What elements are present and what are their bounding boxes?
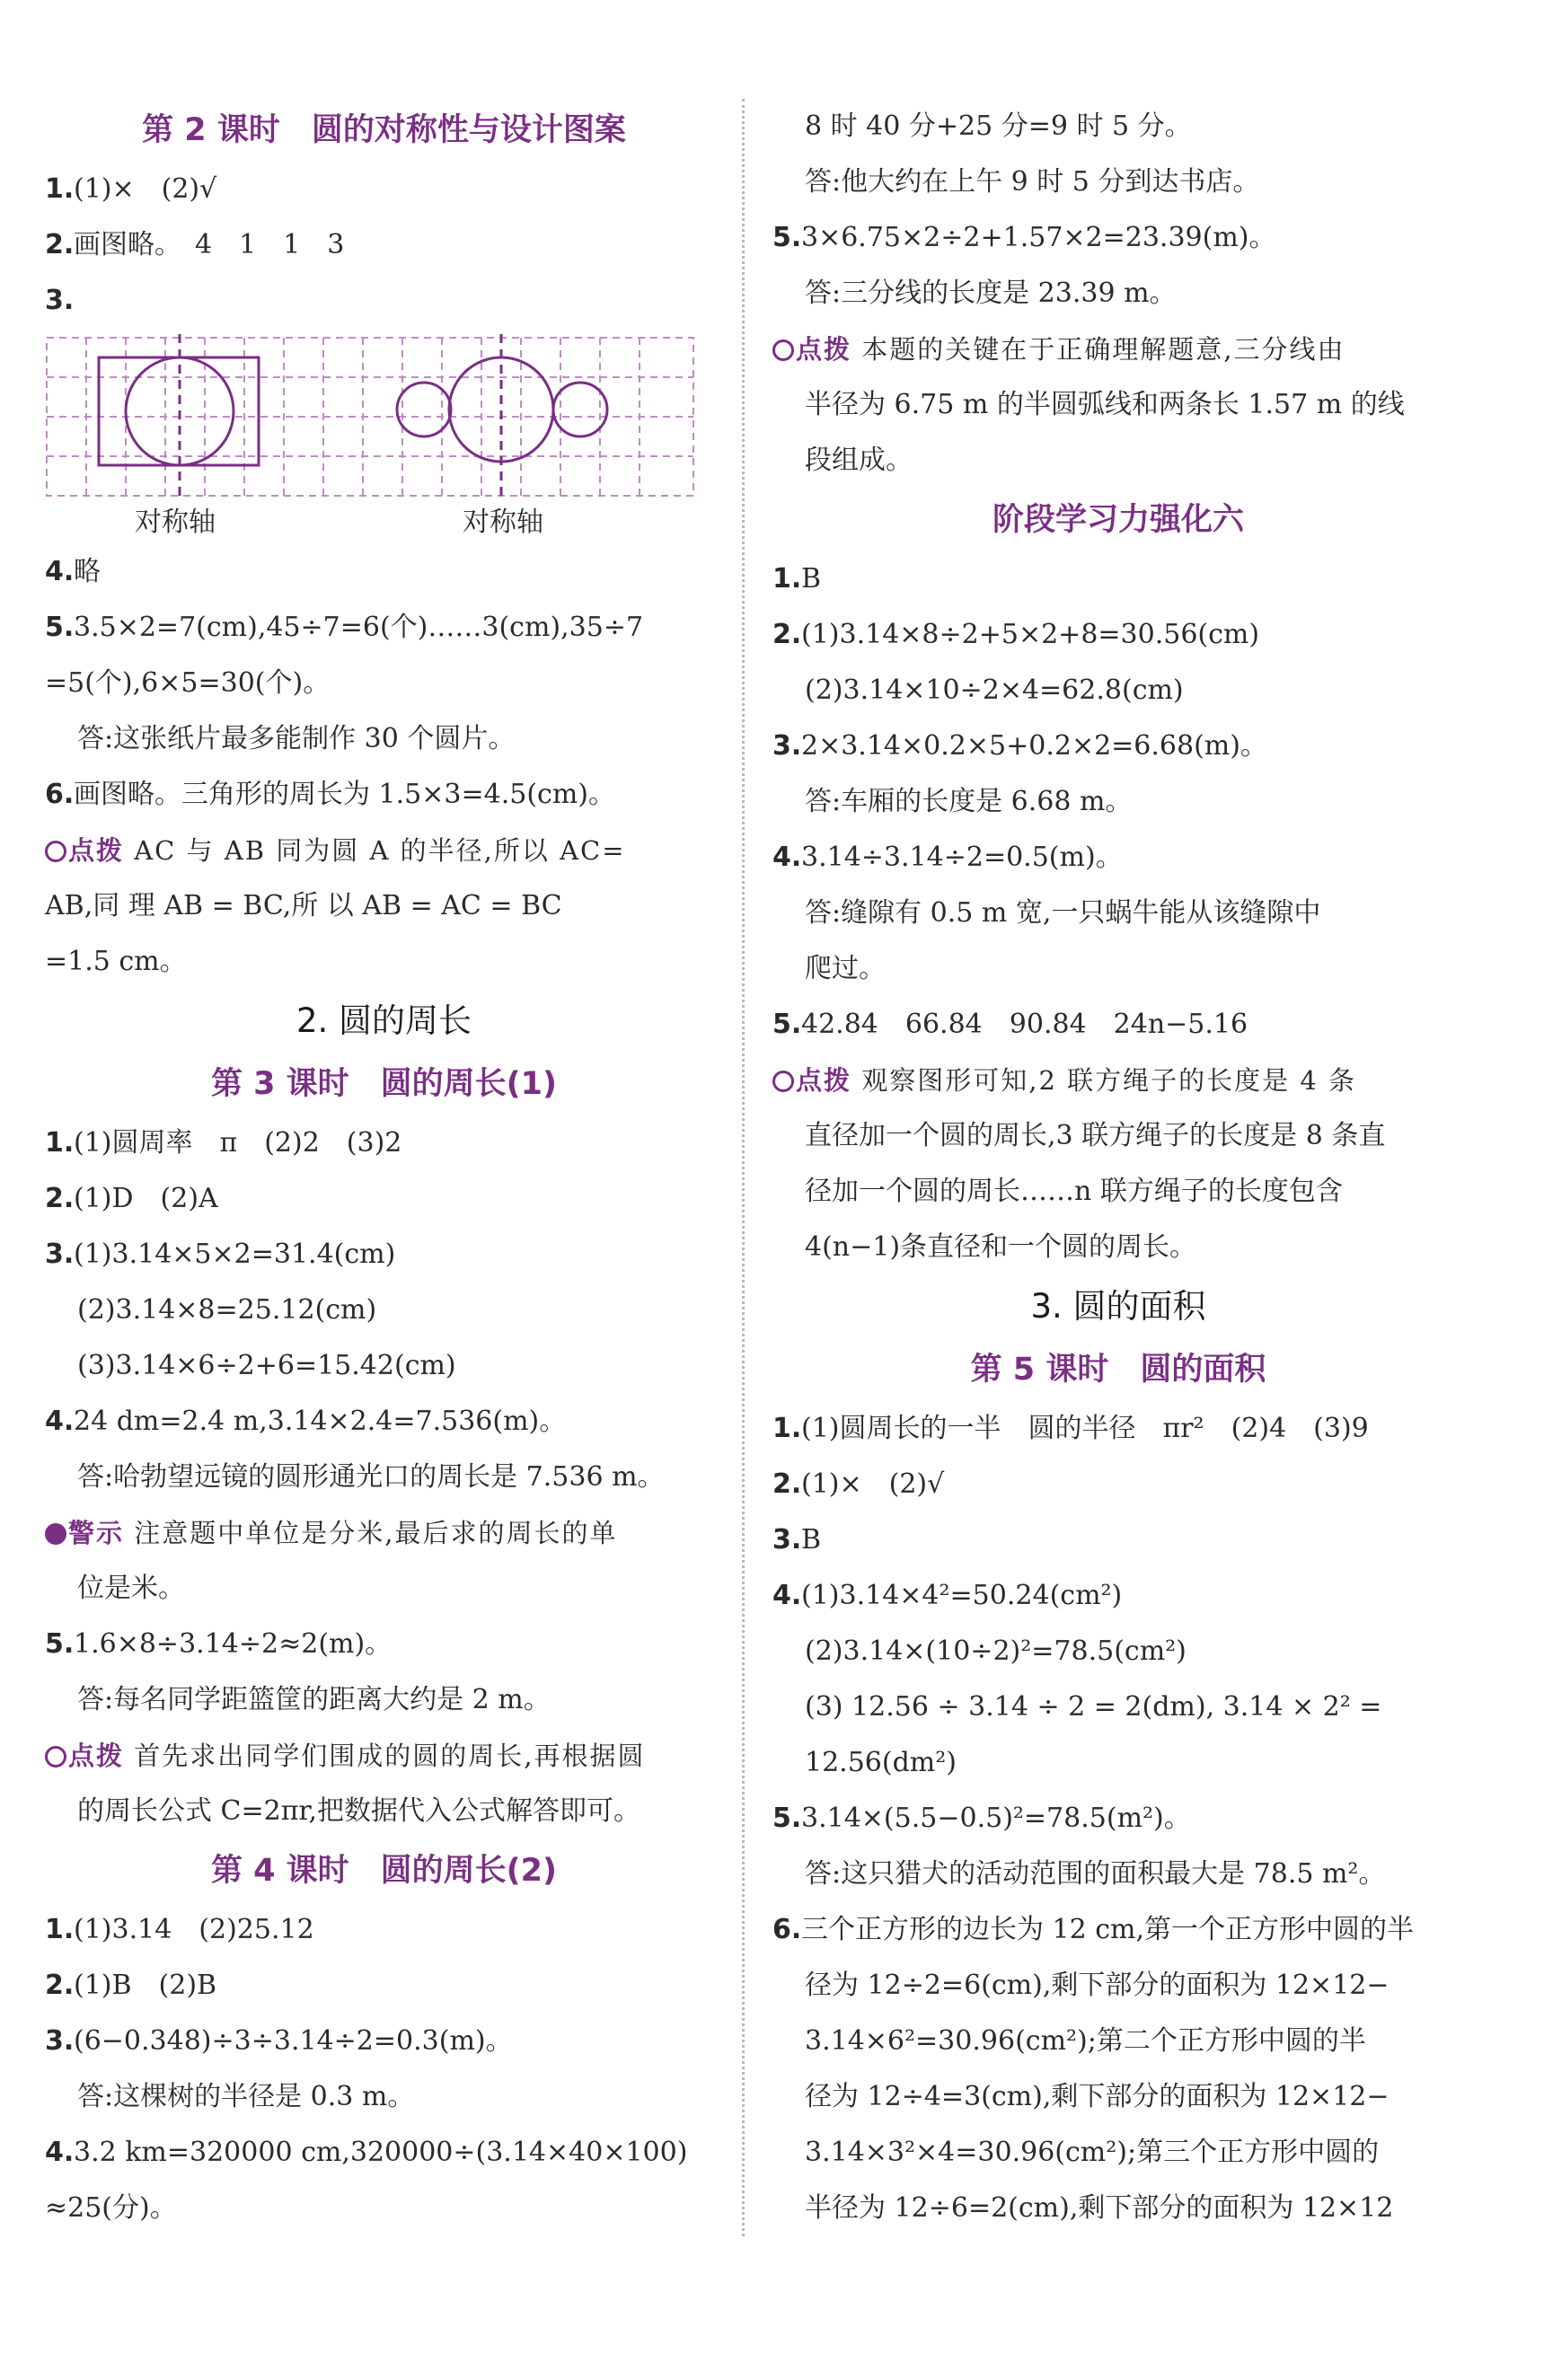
warning-tag: [45, 1518, 124, 1548]
item-text: 3.5×2=7(cm),45÷7=6(个)……3(cm),35÷7: [74, 612, 644, 643]
item-number: 4.: [772, 1580, 802, 1611]
tag-label: 点拨: [796, 1065, 852, 1096]
item-number: 3.: [45, 1238, 75, 1270]
tip-tag: [45, 1741, 124, 1771]
answer-item: [45, 1115, 723, 1171]
item-text: 3.2 km=320000 cm,320000÷(3.14×40×100): [74, 2137, 688, 2168]
answer-item: [45, 1958, 723, 2014]
answer-item: [772, 607, 1464, 663]
item-number: 5.: [772, 1009, 802, 1040]
continuation-line: 答:每名同学距篮筐的距离大约是 2 m。: [77, 1684, 551, 1715]
answer-item: [772, 1401, 1464, 1457]
tip-icon: [772, 339, 794, 361]
item-text: 24 dm=2.4 m,3.14×2.4=7.536(m)。: [74, 1406, 567, 1437]
answer-item: [772, 1902, 1464, 1958]
item-number: 4.: [45, 2137, 75, 2168]
continuation-line: 答:三分线的长度是 23.39 m。: [805, 278, 1177, 309]
continuation-line: 3.14×3²×4=30.96(cm²);第三个正方形中圆的: [805, 2137, 1380, 2168]
answer-item: [772, 1512, 1464, 1568]
item-number: 2.: [45, 1183, 75, 1214]
continuation-line: 答:他大约在上午 9 时 5 分到达书店。: [805, 166, 1260, 198]
item-text: B: [801, 563, 822, 595]
answer-item: [45, 162, 723, 217]
continuation-line: 段组成。: [805, 445, 913, 476]
continuation-line: =5(个),6×5=30(个)。: [45, 667, 331, 699]
continuation-line: 答:缝隙有 0.5 m 宽,一只蜗牛能从该缝隙中: [805, 897, 1321, 929]
item-number: 3.: [45, 2025, 75, 2057]
item-text: 3×6.75×2÷2+1.57×2=23.39(m)。: [801, 222, 1276, 253]
lesson-title: 阶段学习力强化六: [992, 502, 1244, 538]
answer-item: [772, 997, 1464, 1053]
item-text: (1)3.14 (2)25.12: [74, 1914, 314, 1945]
tag-label: 点拨: [68, 1741, 125, 1771]
item-text: 三个正方形的边长为 12 cm,第一个正方形中圆的半: [801, 1914, 1415, 1945]
answer-item: [45, 544, 723, 600]
tag-label: 警示: [68, 1518, 125, 1548]
item-number: 4.: [772, 842, 802, 873]
item-text: 3.14÷3.14÷2=0.5(m)。: [801, 842, 1123, 873]
continuation-line: 半径为 12÷6=2(cm),剩下部分的面积为 12×12: [805, 2192, 1394, 2224]
right-column: [772, 99, 1464, 2236]
answer-item: [772, 830, 1464, 886]
answer-item: [45, 1227, 723, 1283]
continuation-line: 3.14×6²=30.96(cm²);第二个正方形中圆的半: [805, 2025, 1366, 2057]
continuation-line: (2)3.14×8=25.12(cm): [77, 1294, 377, 1326]
continuation-line: 答:哈勃望远镜的圆形通光口的周长是 7.536 m。: [77, 1461, 665, 1493]
warning-note: [45, 1505, 723, 1561]
lesson-title: 第 3 课时 圆的周长(1): [210, 1066, 558, 1102]
continuation-line: ≈25(分)。: [45, 2192, 177, 2224]
lesson-title: 第 5 课时 圆的面积: [970, 1352, 1266, 1388]
answer-item: [45, 273, 723, 329]
item-number: 6.: [772, 1914, 802, 1945]
continuation-line: (2)3.14×10÷2×4=62.8(cm): [805, 674, 1184, 706]
continuation-line: 答:这棵树的半径是 0.3 m。: [77, 2081, 415, 2112]
tag-label: 点拨: [796, 334, 852, 365]
item-number: 5.: [45, 1628, 75, 1660]
note-text: 首先求出同学们围成的圆的周长,再根据圆: [124, 1741, 646, 1771]
tip-icon: [45, 841, 66, 862]
answer-item: [772, 551, 1464, 607]
tag-label: 点拨: [68, 835, 125, 866]
answer-item: [45, 1394, 723, 1450]
tip-note: [45, 1728, 723, 1784]
continuation-line: 12.56(dm²): [805, 1747, 957, 1778]
answer-item: [45, 217, 723, 273]
item-text: 画图略。 4 1 1 3: [74, 229, 345, 260]
continuation-line: 爬过。: [805, 953, 886, 984]
continuation-line: 径为 12÷4=3(cm),剩下部分的面积为 12×12−: [805, 2081, 1390, 2112]
continuation-line: 位是米。: [77, 1573, 185, 1604]
item-text: (1)圆周率 π (2)2 (3)2: [74, 1127, 402, 1159]
item-text: (1)3.14×8÷2+5×2+8=30.56(cm): [801, 619, 1260, 650]
answer-item: [45, 767, 723, 823]
item-text: (1)B (2)B: [74, 1970, 217, 2001]
item-number: 4.: [45, 556, 75, 587]
tip-note: [772, 322, 1464, 377]
item-text: (1)× (2)√: [74, 173, 217, 205]
answer-item: [45, 1617, 723, 1672]
item-text: 画图略。三角形的周长为 1.5×3=4.5(cm)。: [74, 779, 615, 810]
item-number: 3.: [772, 1524, 802, 1556]
item-number: 1.: [772, 563, 802, 595]
continuation-line: (2)3.14×(10÷2)²=78.5(cm²): [805, 1635, 1187, 1667]
item-number: 3.: [45, 285, 75, 316]
item-number: 4.: [45, 1406, 75, 1437]
tip-icon: [45, 1746, 66, 1767]
item-text: 略: [74, 556, 101, 587]
answer-item: [45, 2125, 723, 2181]
answer-item: [45, 600, 723, 656]
continuation-line: 的周长公式 C=2πr,把数据代入公式解答即可。: [77, 1795, 641, 1827]
tip-icon: [772, 1071, 794, 1092]
answer-item: [45, 1902, 723, 1958]
tip-note: [45, 823, 723, 878]
item-text: (1)× (2)√: [801, 1468, 945, 1500]
section-heading: 3. 圆的面积: [1030, 1287, 1206, 1326]
answer-item: [45, 2014, 723, 2069]
section-heading: 2. 圆的周长: [296, 1001, 472, 1040]
answer-item: [772, 1791, 1464, 1847]
axis-caption-2: 对称轴: [463, 507, 543, 538]
answer-item: [772, 1568, 1464, 1624]
answer-item: [772, 718, 1464, 774]
note-text: AC 与 AB 同为圆 A 的半径,所以 AC=: [124, 835, 626, 866]
warning-icon: [45, 1523, 66, 1545]
item-number: 2.: [45, 1970, 75, 2001]
note-text: 本题的关键在于正确理解题意,三分线由: [851, 334, 1345, 365]
tip-tag: [45, 835, 124, 866]
item-number: 1.: [45, 173, 75, 205]
item-text: 1.6×8÷3.14÷2≈2(m)。: [74, 1628, 393, 1660]
item-number: 1.: [45, 1914, 75, 1945]
item-number: 1.: [45, 1127, 75, 1159]
note-text: 注意题中单位是分米,最后求的周长的单: [124, 1518, 618, 1548]
tip-note: [772, 1053, 1464, 1108]
item-text: (1)圆周长的一半 圆的半径 πr² (2)4 (3)9: [801, 1413, 1369, 1444]
continuation-line: 答:这张纸片最多能制作 30 个圆片。: [77, 723, 516, 754]
note-text: 观察图形可知,2 联方绳子的长度是 4 条: [851, 1065, 1357, 1096]
item-number: 5.: [772, 222, 802, 253]
item-number: 5.: [45, 612, 75, 643]
continuation-line: 径为 12÷2=6(cm),剩下部分的面积为 12×12−: [805, 1970, 1390, 2001]
lesson-title: 第 4 课时 圆的周长(2): [210, 1853, 558, 1889]
item-text: (1)3.14×4²=50.24(cm²): [801, 1580, 1123, 1611]
continuation-line: 4(n−1)条直径和一个圆的周长。: [805, 1231, 1197, 1263]
symmetry-diagram: [45, 329, 710, 499]
answer-item: [772, 1457, 1464, 1512]
item-number: 6.: [45, 779, 75, 810]
continuation-line: (3) 12.56 ÷ 3.14 ÷ 2 = 2(dm), 3.14 × 2² =: [805, 1691, 1382, 1723]
item-text: (6−0.348)÷3÷3.14÷2=0.3(m)。: [74, 2025, 513, 2057]
item-text: 42.84 66.84 90.84 24n−5.16: [801, 1009, 1248, 1040]
continuation-line: 答:这只猎犬的活动范围的面积最大是 78.5 m²。: [805, 1858, 1386, 1890]
column-divider: [742, 99, 745, 2236]
answer-item: [45, 1171, 723, 1227]
continuation-line: =1.5 cm。: [45, 946, 187, 977]
item-number: 2.: [772, 619, 802, 650]
item-text: (1)3.14×5×2=31.4(cm): [74, 1238, 396, 1270]
item-number: 1.: [772, 1413, 802, 1444]
symmetry-figure: [45, 329, 723, 544]
axis-caption-1: 对称轴: [135, 507, 216, 538]
item-number: 2.: [772, 1468, 802, 1500]
item-text: (1)D (2)A: [74, 1183, 218, 1214]
continuation-line: 答:车厢的长度是 6.68 m。: [805, 786, 1133, 817]
answer-item: [772, 210, 1464, 266]
item-text: 2×3.14×0.2×5+0.2×2=6.68(m)。: [801, 730, 1267, 762]
continuation-line: 8 时 40 分+25 分=9 时 5 分。: [805, 110, 1192, 142]
continuation-line: 径加一个圆的周长……n 联方绳子的长度包含: [805, 1176, 1343, 1207]
continuation-line: 半径为 6.75 m 的半圆弧线和两条长 1.57 m 的线: [805, 389, 1405, 420]
item-number: 3.: [772, 730, 802, 762]
continuation-line: AB,同 理 AB = BC,所 以 AB = AC = BC: [45, 890, 562, 921]
item-text: B: [801, 1524, 822, 1556]
continuation-line: 直径加一个圆的周长,3 联方绳子的长度是 8 条直: [805, 1120, 1386, 1151]
item-text: 3.14×(5.5−0.5)²=78.5(m²)。: [801, 1803, 1191, 1834]
tip-tag: [772, 334, 851, 365]
item-number: 2.: [45, 229, 75, 260]
tip-tag: [772, 1065, 851, 1096]
left-column: [45, 99, 723, 2236]
item-number: 5.: [772, 1803, 802, 1834]
lesson-title: 第 2 课时 圆的对称性与设计图案: [142, 112, 626, 148]
continuation-line: (3)3.14×6÷2+6=15.42(cm): [77, 1350, 456, 1381]
